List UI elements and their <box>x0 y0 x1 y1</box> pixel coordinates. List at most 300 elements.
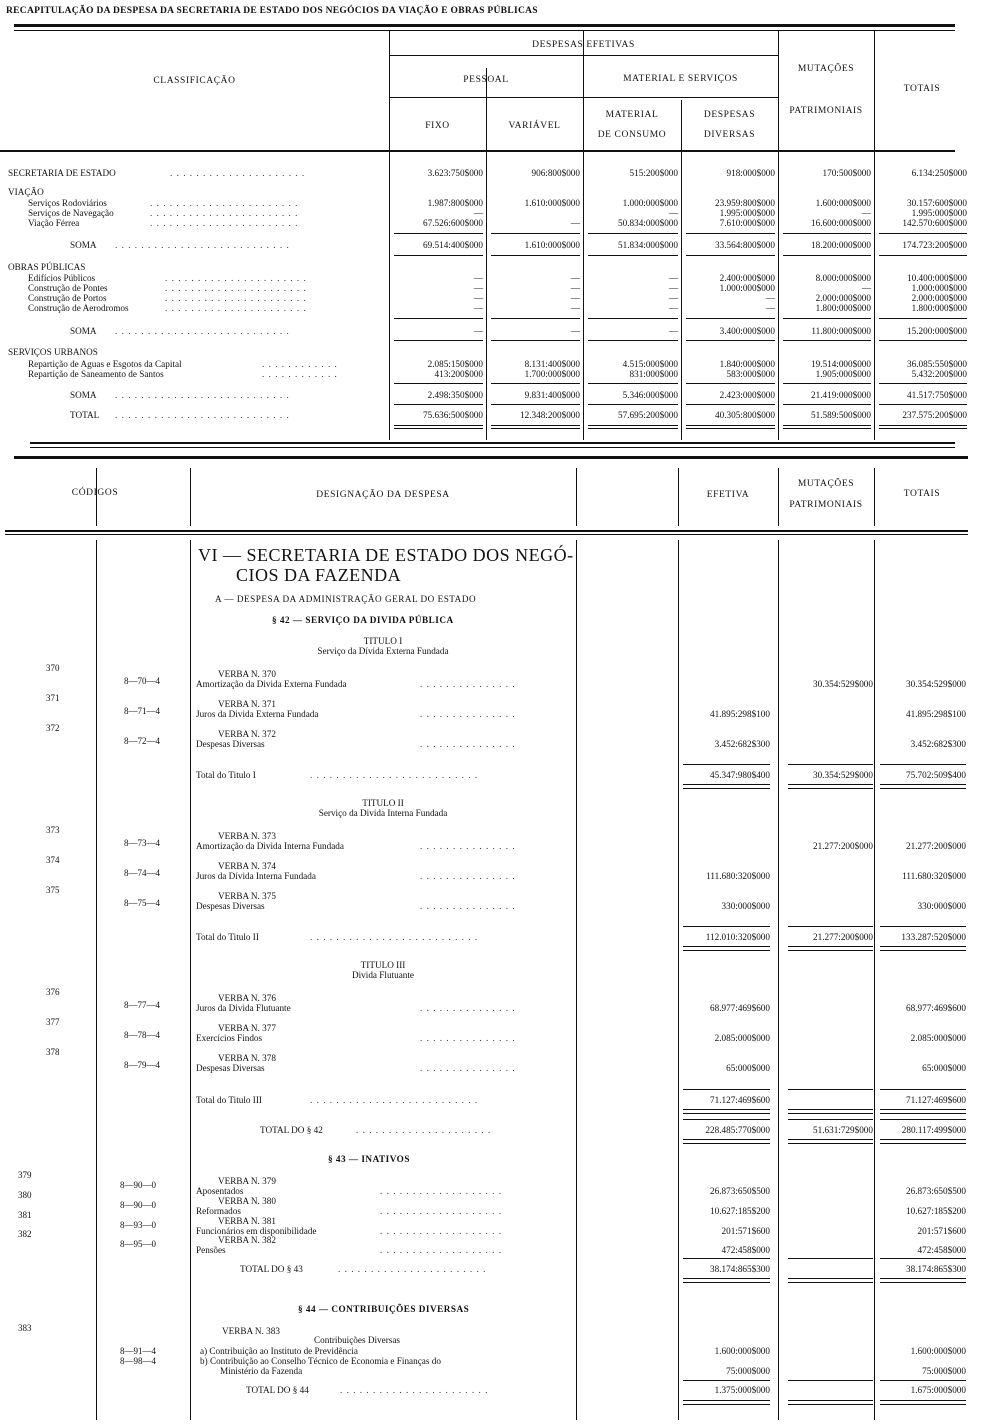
verba-label: VERBA N. 371 <box>218 699 276 709</box>
rule <box>788 1278 873 1279</box>
rule <box>880 1400 966 1401</box>
row-urbanos-soma-mutacoes: 21.419:000$000 <box>811 390 871 400</box>
rule <box>491 383 580 384</box>
titulo-total-total: 133.287:520$000 <box>901 932 966 942</box>
inativo-efetiva: 10.627:185$200 <box>710 1206 770 1216</box>
classification-code: 8—90—0 <box>120 1180 156 1190</box>
paragraph-42: § 42 — SERVIÇO DA DIVIDA PÚBLICA <box>272 615 454 625</box>
row-urbanos-0-material: 4.515:000$000 <box>622 359 678 369</box>
leader-dots: . . . . . . . . . . . . . . . <box>420 841 516 851</box>
titulo-total-total: 71.127:469$600 <box>906 1095 966 1105</box>
row-viacao-2-total: 142.570:600$000 <box>902 218 967 228</box>
verba-label: VERBA N. 377 <box>218 1023 276 1033</box>
row-obras-3-variavel: — <box>570 303 580 313</box>
verba-label: VERBA N. 374 <box>218 861 276 871</box>
rule <box>394 340 483 341</box>
row-obras-2-mutacoes: 2.000:000$000 <box>815 293 871 303</box>
rule <box>5 530 968 532</box>
column-rule <box>190 468 191 526</box>
rule <box>394 255 483 256</box>
leader-dots: . . . . . . . . . . . . . . . . . . . . . . . <box>338 1264 487 1274</box>
rule <box>880 1282 966 1283</box>
row-obras-0-material: — <box>668 273 678 283</box>
rule <box>30 442 955 444</box>
rule <box>588 233 678 234</box>
row-obras-2-total: 2.000:000$000 <box>911 293 967 303</box>
header-diversas: DIVERSAS <box>703 130 756 140</box>
verba-row-total: 30.354:529$000 <box>906 679 966 689</box>
row-urbanos-0-label: Repartição de Aguas e Esgotos da Capital <box>28 359 182 369</box>
column-rule <box>874 468 875 526</box>
verba-code: 377 <box>46 1017 60 1027</box>
row-obras-3-total: 1.800:000$000 <box>911 303 967 313</box>
classification-code: 8—78—4 <box>124 1030 160 1040</box>
rule <box>686 425 775 426</box>
leader-dots: . . . . . . . . . . . . . . . . . . . . . <box>356 1125 492 1135</box>
rule <box>683 946 770 947</box>
rule <box>788 1143 873 1144</box>
total-43-efetiva: 38.174:865$300 <box>710 1264 770 1274</box>
column-rule <box>778 30 779 440</box>
verba-code: 379 <box>18 1170 32 1180</box>
rule <box>491 428 580 429</box>
verba-label: VERBA N. 383 <box>222 1326 280 1336</box>
rule <box>783 425 871 426</box>
classification-code: 8—71—4 <box>124 706 160 716</box>
row-obras-3-label: Construção de Aerodromos <box>28 303 129 313</box>
rule <box>788 1113 873 1114</box>
header-variavel: VARIÁVEL <box>508 121 561 131</box>
leader-dots: . . . . . . . . . . . . . . . <box>420 901 516 911</box>
verba-label: VERBA N. 379 <box>218 1176 276 1186</box>
rule <box>879 318 967 319</box>
classification-code: 8—72—4 <box>124 736 160 746</box>
leader-dots: . . . . . . . . . . . . . . . . . . . . . . . . . . <box>310 770 479 780</box>
verba-description: Juros da Divida Externa Fundada <box>196 709 319 719</box>
verba-row-total: 3.452:682$300 <box>910 739 966 749</box>
row-viacao-0-fixo: 1.987:800$000 <box>427 198 483 208</box>
inativo-efetiva: 201:571$600 <box>721 1226 770 1236</box>
leader-dots: . . . . . . . . . . . . . . . . . . . . . . <box>165 283 307 293</box>
row-secretaria-variavel: 906:800$000 <box>531 168 580 178</box>
verba-description: Exercícios Findos <box>196 1033 263 1043</box>
rule <box>788 788 873 789</box>
row-urbanos-soma-label: SOMA <box>70 390 97 400</box>
verba-description: Pensões <box>196 1245 226 1255</box>
row-viacao-soma-variavel: 1.610:000$000 <box>524 240 580 250</box>
verba-description: Despesas Diversas <box>196 901 265 911</box>
rule <box>880 764 966 765</box>
rule <box>880 1139 966 1140</box>
contrib-total: 1.600:000$000 <box>910 1346 966 1356</box>
verba-label: VERBA N. 380 <box>218 1196 276 1206</box>
leader-dots: . . . . . . . . . . . . . . . <box>420 679 516 689</box>
rule <box>788 1089 873 1090</box>
rule <box>5 534 968 535</box>
verba-row-total: 330:000$000 <box>917 901 966 911</box>
row-total-diversas: 40.305:800$000 <box>715 410 775 420</box>
row-obras-0-fixo: — <box>473 273 483 283</box>
row-obras-1-label: Construção de Pontes <box>28 283 108 293</box>
verba-code: 378 <box>46 1047 60 1057</box>
titulo2-subheading: Serviço da Divida Interna Fundada <box>318 808 448 818</box>
verba-row-efetiva: 65:000$000 <box>726 1063 770 1073</box>
row-viacao-2-mutacoes: 16.600:000$000 <box>811 218 871 228</box>
header-despesas: DESPESAS <box>703 110 756 120</box>
rule <box>683 1380 770 1381</box>
column-rule <box>190 540 191 1420</box>
document-title: RECAPITULAÇÃO DA DESPESA DA SECRETARIA DE ESTADO DOS NEGÓCIOS DA VIAÇÃO E OBRAS PÚBLICAS <box>6 6 538 16</box>
rule <box>686 428 775 429</box>
inativo-efetiva: 26.873:650$500 <box>710 1186 770 1196</box>
row-urbanos-0-fixo: 2.085:150$000 <box>427 359 483 369</box>
verba-code: 382 <box>18 1229 32 1239</box>
rule <box>880 788 966 789</box>
rule <box>491 425 580 426</box>
leader-dots: . . . . . . . . . . . . . . . . . . . . . . . . . . . <box>115 240 290 250</box>
rule <box>683 1400 770 1401</box>
classification-code: 8—74—4 <box>124 868 160 878</box>
classification-code: 8—77—4 <box>124 1000 160 1010</box>
row-viacao-1-material: — <box>668 208 678 218</box>
row-obras-soma-label: SOMA <box>70 326 97 336</box>
row-total-variavel: 12.348:200$000 <box>520 410 580 420</box>
row-viacao-1-label: Serviços de Navegação <box>28 208 114 218</box>
verba-row-total: 111.680:320$000 <box>902 871 966 881</box>
row-obras-2-diversas: — <box>765 293 775 303</box>
row-obras-1-diversas: 1.000:000$000 <box>719 283 775 293</box>
row-viacao-0-mutacoes: 1.600:000$000 <box>815 198 871 208</box>
row-viacao-0-diversas: 23.959:800$000 <box>715 198 775 208</box>
row-total-fixo: 75.636:500$000 <box>423 410 483 420</box>
rule <box>588 255 678 256</box>
verba-description: Reformados <box>196 1206 241 1216</box>
row-secretaria-diversas: 918:000$000 <box>726 168 775 178</box>
leader-dots: . . . . . . . . . . . . . . . . . . . . . . <box>165 293 307 303</box>
rule <box>683 1113 770 1114</box>
verba-row-total: 41.895:298$100 <box>906 709 966 719</box>
titulo3-heading: TITULO III <box>360 960 406 970</box>
row-obras-3-fixo: — <box>473 303 483 313</box>
total-44-efetiva: 1.375:000$000 <box>714 1385 770 1395</box>
rule <box>491 255 580 256</box>
row-viacao-2-diversas: 7.610:000$000 <box>719 218 775 228</box>
verba-label: VERBA N. 382 <box>218 1235 276 1245</box>
row-secretaria-material: 515:200$000 <box>629 168 678 178</box>
inativo-total: 201:571$600 <box>917 1226 966 1236</box>
rule <box>880 1109 966 1110</box>
rule <box>788 1282 873 1283</box>
verba-row-efetiva: 2.085:000$000 <box>714 1033 770 1043</box>
row-viacao-1-fixo: — <box>473 208 483 218</box>
leader-dots: . . . . . . . . . . . . . . . <box>420 1033 516 1043</box>
header-totais-2: TOTAIS <box>903 489 941 499</box>
rule <box>588 425 678 426</box>
leader-dots: . . . . . . . . . . . . . . . . . . . . . . . <box>150 218 299 228</box>
classification-code: 8—75—4 <box>124 898 160 908</box>
row-obras-0-label: Edifícios Públicos <box>28 273 96 283</box>
column-rule <box>389 30 390 440</box>
row-urbanos-1-label: Repartição de Saneamento de Santos <box>28 369 164 379</box>
rule <box>683 1139 770 1140</box>
verba-code: 383 <box>18 1323 32 1333</box>
rule <box>880 926 966 927</box>
verba-label: VERBA N. 372 <box>218 729 276 739</box>
total-44-label: TOTAL DO § 44 <box>246 1385 309 1395</box>
row-total-mutacoes: 51.589:500$000 <box>811 410 871 420</box>
leader-dots: . . . . . . . . . . . . . . . . . . . . . . . . . . . <box>115 326 290 336</box>
leader-dots: . . . . . . . . . . . . . . . . . . . . . <box>170 168 306 178</box>
classification-code: 8—91—4 <box>120 1346 156 1356</box>
verba-code: 380 <box>18 1190 32 1200</box>
row-viacao-0-variavel: 1.610:000$000 <box>524 198 580 208</box>
rule <box>783 404 871 405</box>
classification-code: 8—98—4 <box>120 1356 156 1366</box>
row-total-material: 57.695:200$000 <box>618 410 678 420</box>
row-obras-1-total: 1.000:000$000 <box>911 283 967 293</box>
inativo-total: 472:458$000 <box>917 1245 966 1255</box>
rule <box>783 255 871 256</box>
row-obras-1-mutacoes: — <box>861 283 871 293</box>
rule <box>394 318 483 319</box>
column-rule <box>583 30 584 440</box>
rule <box>394 425 483 426</box>
row-secretaria-label: SECRETARIA DE ESTADO <box>8 168 116 178</box>
inativo-total: 10.627:185$200 <box>906 1206 966 1216</box>
leader-dots: . . . . . . . . . . . . . . . <box>420 709 516 719</box>
verba-description: Amortização da Divida Interna Fundada <box>196 841 344 851</box>
rule <box>394 383 483 384</box>
titulo-total-mutacoes: 21.277:200$000 <box>813 932 873 942</box>
row-obras-3-mutacoes: 1.800:000$000 <box>815 303 871 313</box>
rule <box>394 233 483 234</box>
verba-code: 381 <box>18 1210 32 1220</box>
column-rule <box>96 540 97 1420</box>
verba-description: Despesas Diversas <box>196 1063 265 1073</box>
section-title: VI — SECRETARIA DE ESTADO DOS NEGÓ- <box>198 545 574 565</box>
rule <box>880 1380 966 1381</box>
leader-dots: . . . . . . . . . . . . <box>262 359 338 369</box>
header-de-consumo: DE CONSUMO <box>597 130 667 140</box>
verba-description: Amortização da Divida Externa Fundada <box>196 679 347 689</box>
leader-dots: . . . . . . . . . . . . <box>262 369 338 379</box>
row-obras-soma-diversas: 3.400:000$000 <box>719 326 775 336</box>
row-total-label: TOTAL <box>70 410 100 420</box>
row-obras-soma-variavel: — <box>570 326 580 336</box>
total-42-efetiva: 228.485:770$000 <box>705 1125 770 1135</box>
row-obras-2-fixo: — <box>473 293 483 303</box>
rule <box>389 97 778 98</box>
verba-row-efetiva: 330:000$000 <box>721 901 770 911</box>
rule <box>880 1119 966 1120</box>
leader-dots: . . . . . . . . . . . . . . . . . . . . . . . <box>150 208 299 218</box>
titulo-total-label: Total do Titulo III <box>196 1095 262 1105</box>
row-urbanos-soma-diversas: 2.423:000$000 <box>719 390 775 400</box>
inativo-efetiva: 472:458$000 <box>721 1245 770 1255</box>
verba-row-efetiva: 111.680:320$000 <box>706 871 770 881</box>
titulo-total-mutacoes: 30.354:529$000 <box>813 770 873 780</box>
header-material-servicos: MATERIAL E SERVIÇOS <box>623 74 738 84</box>
rule <box>14 24 955 27</box>
row-obras-1-fixo: — <box>473 283 483 293</box>
rule <box>880 1113 966 1114</box>
rule <box>683 788 770 789</box>
row-urbanos-1-material: 831:000$000 <box>629 369 678 379</box>
leader-dots: . . . . . . . . . . . . . . . . . . . . . . <box>165 273 307 283</box>
rule <box>588 318 678 319</box>
header-classificacao: CLASSIFICAÇÃO <box>153 76 236 86</box>
row-obras-1-material: — <box>668 283 678 293</box>
row-viacao-soma-label: SOMA <box>70 240 97 250</box>
row-viacao-1-mutacoes: — <box>861 208 871 218</box>
rule <box>880 784 966 785</box>
rule <box>788 926 873 927</box>
rule <box>783 318 871 319</box>
row-obras-soma-mutacoes: 11.800:000$000 <box>811 326 871 336</box>
verba-code: 373 <box>46 825 60 835</box>
rule <box>491 404 580 405</box>
classification-code: 8—93—0 <box>120 1220 156 1230</box>
verba-code: 375 <box>46 885 60 895</box>
row-urbanos-0-variavel: 8.131:400$000 <box>524 359 580 369</box>
rule <box>683 764 770 765</box>
header-patrimoniais: PATRIMONIAIS <box>789 106 863 116</box>
rule <box>788 1380 873 1381</box>
row-secretaria-mutacoes: 170:500$000 <box>822 168 871 178</box>
leader-dots: . . . . . . . . . . . . . . . <box>420 739 516 749</box>
paragraph-44: § 44 — CONTRIBUIÇÕES DIVERSAS <box>298 1304 470 1314</box>
row-obras-0-variavel: — <box>570 273 580 283</box>
row-obras-3-material: — <box>668 303 678 313</box>
row-viacao-0-total: 30.157:600$000 <box>907 198 967 208</box>
row-viacao-2-label: Viação Férrea <box>28 218 80 228</box>
row-viacao-soma-diversas: 33.564:800$000 <box>715 240 775 250</box>
rule <box>683 784 770 785</box>
column-rule <box>678 468 679 526</box>
leader-dots: . . . . . . . . . . . . . . . . . . . <box>380 1226 502 1236</box>
total-44-total: 1.675:000$000 <box>910 1385 966 1395</box>
verba-label: VERBA N. 373 <box>218 831 276 841</box>
heading-obras: OBRAS PÚBLICAS <box>8 262 86 272</box>
titulo-total-label: Total do Titulo II <box>196 932 259 942</box>
row-urbanos-1-fixo: 413:200$000 <box>434 369 483 379</box>
header-patrimoniais-2: PATRIMONIAIS <box>789 500 863 510</box>
contrib-description: b) Contribuição ao Conselho Técnico de Economia e Finanças do <box>200 1356 441 1366</box>
leader-dots: . . . . . . . . . . . . . . . . . . . . . . . . . . . <box>115 390 290 400</box>
verba-row-total: 65:000$000 <box>922 1063 966 1073</box>
rule <box>394 428 483 429</box>
row-secretaria-fixo: 3.623:750$000 <box>427 168 483 178</box>
rule <box>788 784 873 785</box>
column-rule <box>678 540 679 1420</box>
rule <box>686 383 775 384</box>
header-codigos: CÓDIGOS <box>71 488 119 498</box>
verba-code: 374 <box>46 855 60 865</box>
header-despesas-efetivas: DESPESAS EFETIVAS <box>532 40 635 50</box>
rule <box>880 946 966 947</box>
verba-description: Juros da Divida Flutuante <box>196 1003 291 1013</box>
leader-dots: . . . . . . . . . . . . . . . . . . . . . . . . . . . <box>115 410 290 420</box>
verba-row-total: 68.977:469$600 <box>906 1003 966 1013</box>
rule <box>880 1404 966 1405</box>
verba-label: VERBA N. 381 <box>218 1216 276 1226</box>
rule <box>683 1258 770 1259</box>
rule <box>588 428 678 429</box>
rule <box>588 404 678 405</box>
rule <box>783 340 871 341</box>
rule <box>491 340 580 341</box>
column-rule <box>576 468 577 526</box>
header-mutacoes-2: MUTAÇÕES <box>797 479 855 489</box>
row-obras-0-total: 10.400:000$000 <box>907 273 967 283</box>
rule <box>683 1404 770 1405</box>
titulo3-subheading: Divida Flutuante <box>351 970 414 980</box>
row-urbanos-1-variavel: 1.700:000$000 <box>524 369 580 379</box>
rule <box>783 428 871 429</box>
rule <box>686 318 775 319</box>
titulo1-heading: TITULO I <box>363 636 403 646</box>
rule <box>879 404 967 405</box>
leader-dots: . . . . . . . . . . . . . . . . . . . . . . <box>165 303 307 313</box>
rule <box>783 383 871 384</box>
rule <box>788 1119 873 1120</box>
titulo2-heading: TITULO II <box>362 798 404 808</box>
verba-row-efetiva: 41.895:298$100 <box>710 709 770 719</box>
classification-code: 8—90—0 <box>120 1200 156 1210</box>
verba-row-total: 21.277:200$000 <box>906 841 966 851</box>
titulo-total-label: Total do Titulo I <box>196 770 256 780</box>
row-viacao-soma-material: 51.834:000$000 <box>618 240 678 250</box>
rule <box>879 383 967 384</box>
rule <box>880 1278 966 1279</box>
titulo-total-efetiva: 71.127:469$600 <box>710 1095 770 1105</box>
rule <box>788 1139 873 1140</box>
rule <box>389 55 778 56</box>
contrib-description: a) Contribuição ao Instituto de Previdência <box>200 1346 358 1356</box>
rule <box>683 1278 770 1279</box>
row-viacao-soma-fixo: 69.514:400$000 <box>423 240 483 250</box>
heading-viacao: VIAÇÃO <box>8 187 44 197</box>
rule <box>788 1258 873 1259</box>
header-fixo: FIXO <box>425 121 450 131</box>
verba-description: Aposentados <box>196 1186 244 1196</box>
rule <box>788 946 873 947</box>
verba-description: Funcionários em disponibilidade <box>196 1226 317 1236</box>
column-rule <box>96 468 97 526</box>
row-viacao-2-fixo: 67.526:600$000 <box>423 218 483 228</box>
column-rule <box>778 468 779 526</box>
verba-code: 370 <box>46 663 60 673</box>
rule <box>683 1119 770 1120</box>
verba-description: Despesas Diversas <box>196 739 265 749</box>
row-obras-2-material: — <box>668 293 678 303</box>
row-obras-0-diversas: 2.400:000$000 <box>719 273 775 283</box>
rule <box>0 150 955 152</box>
rule <box>686 233 775 234</box>
verba-row-efetiva: 68.977:469$600 <box>710 1003 770 1013</box>
inativo-total: 26.873:650$500 <box>906 1186 966 1196</box>
row-obras-2-label: Construção de Portos <box>28 293 107 303</box>
rule <box>686 340 775 341</box>
rule <box>683 926 770 927</box>
row-urbanos-soma-material: 5.346:000$000 <box>622 390 678 400</box>
rule <box>30 447 955 448</box>
rule <box>788 1400 873 1401</box>
row-obras-2-variavel: — <box>570 293 580 303</box>
leader-dots: . . . . . . . . . . . . . . . . . . . . . . . <box>340 1385 489 1395</box>
contrib-efetiva: 75:000$000 <box>726 1366 770 1376</box>
row-urbanos-soma-variavel: 9.831:400$000 <box>524 390 580 400</box>
